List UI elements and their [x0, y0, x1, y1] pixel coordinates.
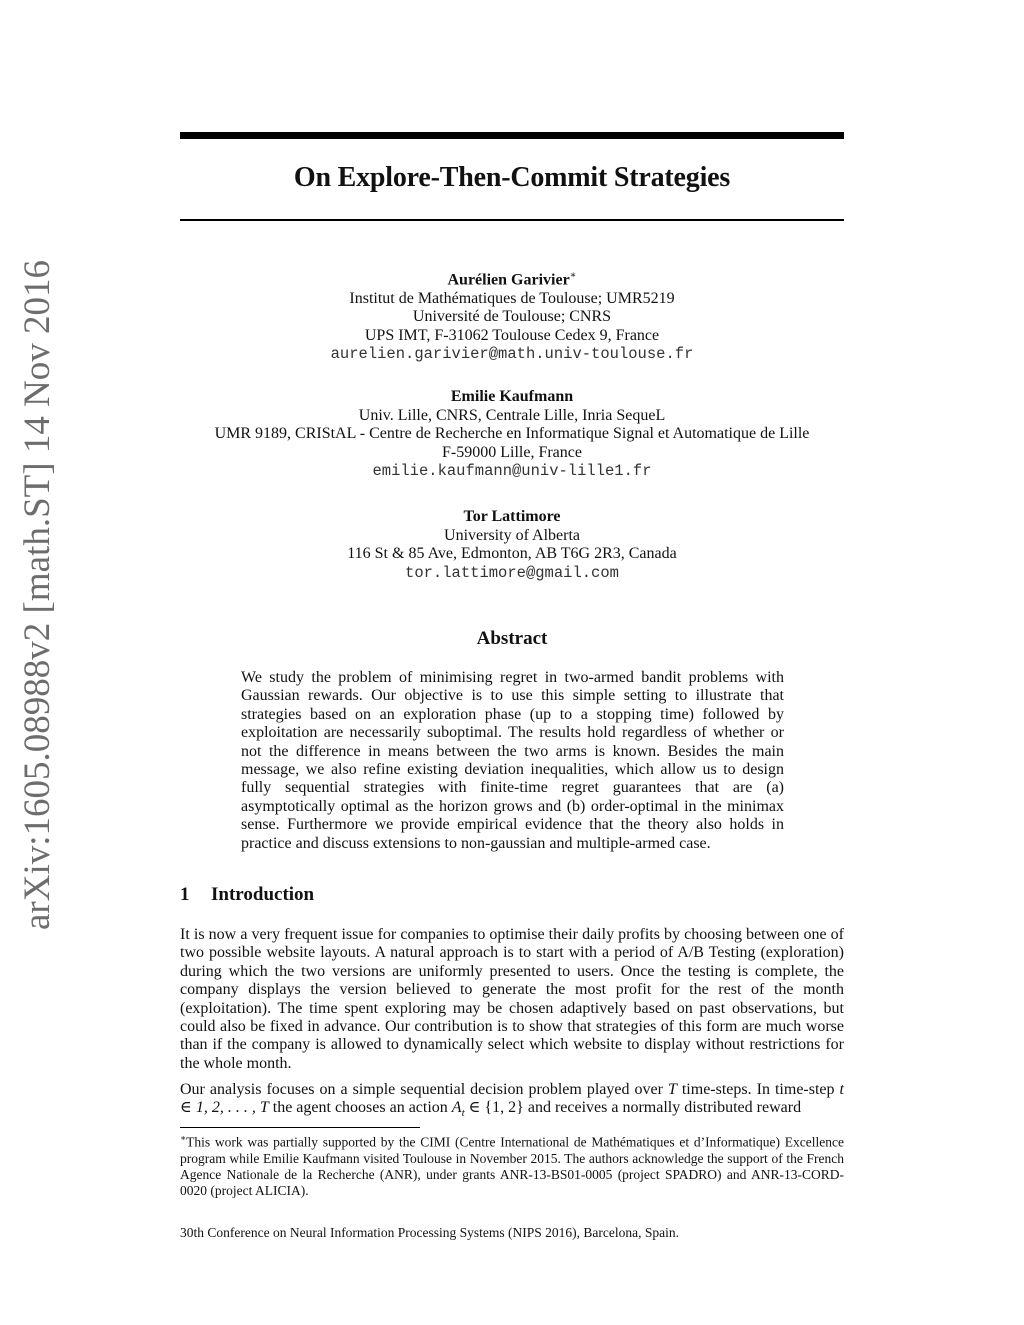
arxiv-identifier-stamp: arXiv:1605.08988v2 [math.ST] 14 Nov 2016 — [17, 259, 58, 930]
section-number: 1 — [180, 884, 190, 905]
affiliation-line: Institut de Mathématiques de Toulouse; UMR5219 — [349, 289, 675, 307]
section-heading-introduction — [180, 884, 314, 906]
author-email[interactable]: emilie.kaufmann@univ-lille1.fr — [372, 462, 652, 480]
title-bottom-rule — [180, 219, 844, 221]
author-block-2 — [180, 388, 844, 481]
author-name: Aurélien Garivier — [447, 271, 570, 289]
author-email[interactable]: aurelien.garivier@math.univ-toulouse.fr — [330, 345, 694, 364]
affiliation-line: UMR 9189, CRIStAL - Centre de Recherche en Informatique Signal et Automatique de Lille — [214, 425, 810, 442]
math-expression: ∈ {1, 2} — [464, 1099, 524, 1117]
author-email[interactable]: tor.lattimore@gmail.com — [405, 563, 619, 582]
author-block-1 — [180, 267, 844, 364]
affiliation-line: 116 St & 85 Ave, Edmonton, AB T6G 2R3, Canada — [347, 545, 677, 562]
intro-paragraph-1: It is now a very frequent issue for companies to optimise their daily profits by choosing between one of two possible website layouts. A natural approach is to start with a period of A/B Testing (exploration) during which the two versions are uniformly presented to users. Once the testing is complete, the company displays the version believed to generate the most profit for the rest of the month (exploitation). The time spent exploring may be chosen adaptively based on past observations, but could also be fixed in advance. Our contribution is to show that strategies of this form are much worse than if the company is allowed to dynamically select which website to display without restrictions for the whole month. — [180, 926, 844, 1072]
abstract-heading: Abstract — [476, 628, 548, 649]
author-name: Tor Lattimore — [463, 508, 561, 525]
affiliation-line: F-59000 Lille, France — [442, 443, 582, 461]
paragraph-text: Our analysis focuses on a simple sequential decision problem played over — [180, 1081, 668, 1098]
section-title: Introduction — [211, 884, 315, 905]
footnote-rule — [180, 1127, 420, 1128]
title-top-rule — [180, 132, 844, 139]
affiliation-line: UPS IMT, F-31062 Toulouse Cedex 9, France — [364, 326, 660, 344]
affiliation-line: Univ. Lille, CNRS, Centrale Lille, Inria SequeL — [358, 406, 666, 424]
author-name: Emilie Kaufmann — [450, 388, 574, 405]
abstract-text: We study the problem of minimising regret in two-armed bandit problems with Gaussian rewards. Our objective is to use this simple setting to illustrate that strategies based on an exploration phase (up to a stopping time) followed by exploitation are necessarily suboptimal. The results hold regardless of whether or not the difference in means between the two arms is known. Besides the main message, we also refine existing deviation inequalities, which allow us to design fully sequential strategies with finite-time regret guarantees that are (a) asymptotically optimal as the horizon grows and (b) order-optimal in the minimax sense. Furthermore we provide empirical evidence that the theory also holds in practice and discuss extensions to non-gaussian and multiple-armed case. — [241, 669, 784, 852]
author-footnote-mark: ∗ — [569, 270, 577, 281]
intro-paragraph-2 — [180, 1081, 844, 1123]
paragraph-text: and receives a normally distributed reward — [523, 1099, 802, 1117]
paper-title: On Explore-Then-Commit Strategies — [293, 162, 731, 193]
footnote-text: This work was partially supported by the CIMI (Centre International de Mathématiques et d’Informatique) Excellence program while Emilie Kaufmann visited Toulouse in November 2015. The authors acknowledge the support of the French Agence Nationale de la Recherche (ANR), under grants ANR-13-BS01-0005 (project SPADRO) and ANR-13-CORD-0020 (project ALICIA). — [180, 1134, 844, 1199]
conference-note: 30th Conference on Neural Information Processing Systems (NIPS 2016), Barcelona, Spain. — [180, 1225, 680, 1240]
paragraph-text: time-steps. In time-step — [676, 1081, 840, 1098]
affiliation-line: University of Alberta — [444, 526, 580, 544]
math-symbol: A — [451, 1099, 462, 1117]
paragraph-text: the agent chooses an action — [268, 1099, 452, 1117]
footnote-mark: ∗ — [180, 1133, 187, 1143]
affiliation-line: Université de Toulouse; CNRS — [412, 308, 612, 326]
math-subscript: t — [461, 1107, 465, 1120]
math-symbol: T — [667, 1081, 677, 1098]
footnote — [180, 1130, 844, 1199]
math-expression: t ∈ 1, 2, . . . , T — [180, 1081, 844, 1117]
author-block-3 — [180, 508, 844, 582]
